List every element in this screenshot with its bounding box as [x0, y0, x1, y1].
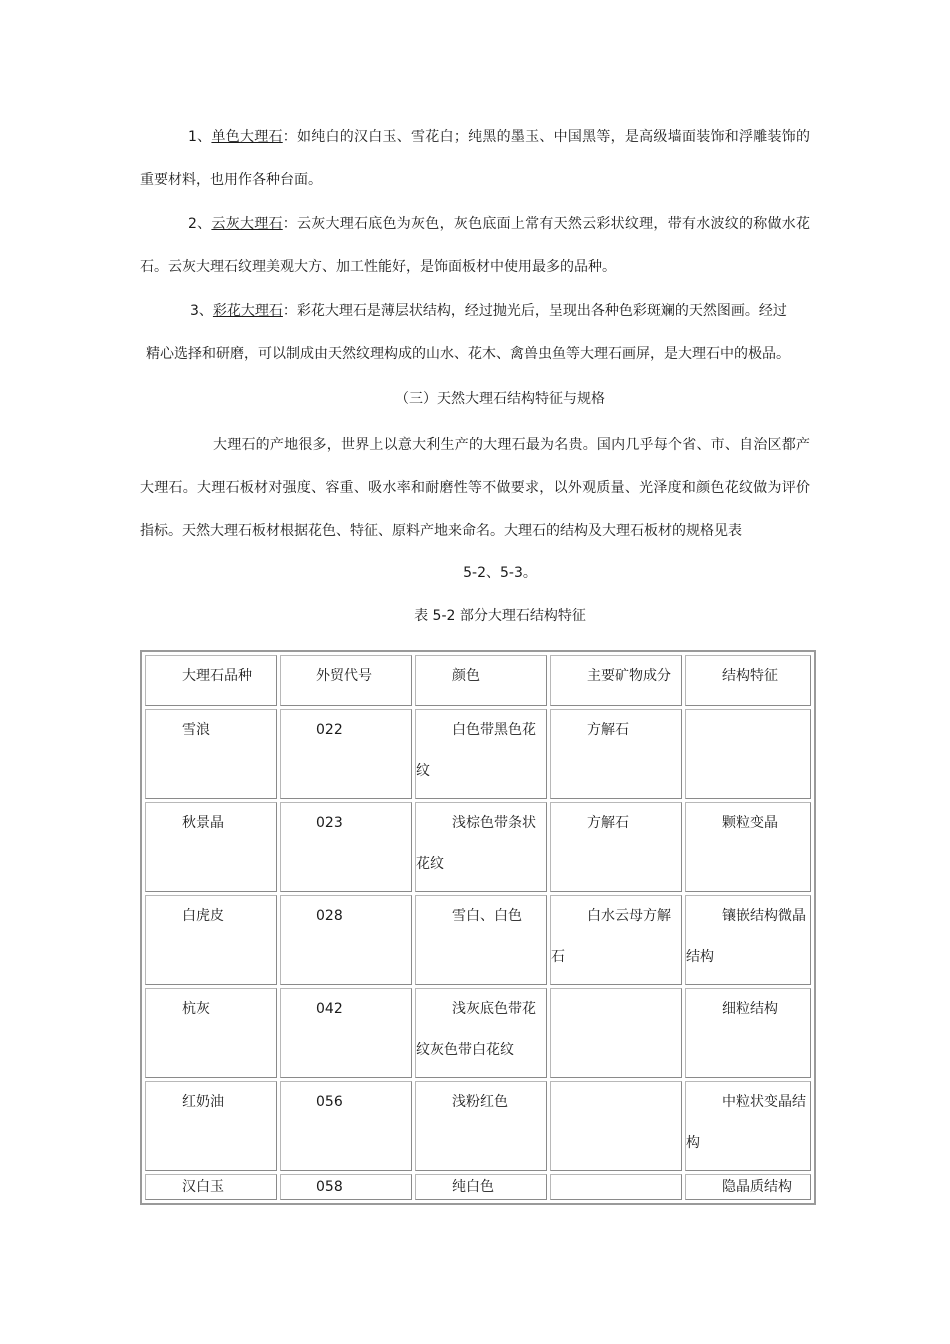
table-header-row [145, 655, 811, 706]
table-cell [550, 1174, 682, 1200]
table-cell: 浅粉红色 [415, 1081, 547, 1171]
table-header-cell: 结构特征 [685, 655, 811, 706]
item-number: 1、 [188, 129, 212, 145]
table-cell: 028 [280, 895, 412, 985]
table-cell: 红奶油 [145, 1081, 277, 1171]
table-cell: 056 [280, 1081, 412, 1171]
table-cell: 白色带黑色花纹 [415, 709, 547, 799]
table-caption: 表 5-2 部分大理石结构特征 [414, 608, 586, 624]
table-cell: 杭灰 [145, 988, 277, 1078]
table-cell: 细粒结构 [685, 988, 811, 1078]
table-cell [550, 1081, 682, 1171]
paragraph-text: ：如纯白的汉白玉、雪花白；纯黑的墨玉、中国黑等，是高级墙面装饰和浮雕装饰的重要材料，也用作各种台面。 [140, 129, 811, 188]
table-cell: 白虎皮 [145, 895, 277, 985]
table-cell [685, 709, 811, 799]
paragraph-text: ：云灰大理石底色为灰色，灰色底面上常有天然云彩状纹理，带有水波纹的称做水花石。云灰大理石纹理美观大方、加工性能好，是饰面板材中使用最多的品种。 [140, 216, 811, 275]
table-cell: 方解石 [550, 709, 682, 799]
table-row [145, 709, 811, 799]
table-header-cell: 大理石品种 [145, 655, 277, 706]
paragraph-marble-origin: 大理石的产地很多，世界上以意大利生产的大理石最为名贵。国内几乎每个省、市、自治区都产大理石。大理石板材对强度、容重、吸水率和耐磨性等不做要求，以外观质量、光泽度和颜色花纹做为评价指标。天然大理石板材根据花色、特征、原料产地来命名。大理石的结构及大理石板材的规格见表 [140, 437, 810, 539]
table-row [145, 988, 811, 1078]
table-header-cell: 颜色 [415, 655, 547, 706]
table-cell: 颗粒变晶 [685, 802, 811, 892]
table-row [145, 1081, 811, 1171]
paragraph-text: ：彩花大理石是薄层状结构，经过抛光后，呈现出各种色彩斑斓的天然图画。经过 [282, 303, 787, 319]
table-cell: 浅灰底色带花纹灰色带白花纹 [415, 988, 547, 1078]
table-cell: 汉白玉 [145, 1174, 277, 1200]
marble-structure-table [140, 650, 816, 1205]
table-cell: 隐晶质结构 [685, 1174, 811, 1200]
item-number: 2、 [188, 216, 212, 232]
term-cloud-grey-marble: 云灰大理石 [211, 216, 283, 232]
table-header-cell: 外贸代号 [280, 655, 412, 706]
table-cell: 雪浪 [145, 709, 277, 799]
table-cell: 白水云母方解石 [550, 895, 682, 985]
table-row [145, 802, 811, 892]
item-number: 3、 [190, 303, 213, 319]
paragraph-text-continued: 精心选择和研磨，可以制成由天然纹理构成的山水、花木、禽兽虫鱼等大理石画屏，是大理石中的极品。 [146, 346, 790, 362]
term-monochrome-marble: 单色大理石 [211, 129, 283, 145]
table-cell: 浅棕色带条状花纹 [415, 802, 547, 892]
table-header-cell: 主要矿物成分 [550, 655, 682, 706]
table-cell: 镶嵌结构微晶结构 [685, 895, 811, 985]
table-cell: 023 [280, 802, 412, 892]
table-row [145, 1174, 811, 1200]
table-cell: 058 [280, 1174, 412, 1200]
table-cell: 纯白色 [415, 1174, 547, 1200]
paragraph-colorful-marble [140, 290, 810, 376]
table-cell: 雪白、白色 [415, 895, 547, 985]
table-cell: 022 [280, 709, 412, 799]
table-cell: 中粒状变晶结构 [685, 1081, 811, 1171]
term-colorful-marble: 彩花大理石 [212, 303, 283, 319]
table-cell [550, 988, 682, 1078]
paragraph-cloud-grey-marble [140, 203, 810, 289]
table-row [145, 895, 811, 985]
table-cell: 042 [280, 988, 412, 1078]
paragraph-monochrome-marble [140, 116, 810, 202]
table-cell: 方解石 [550, 802, 682, 892]
table-cell: 秋景晶 [145, 802, 277, 892]
section-heading: （三）天然大理石结构特征与规格 [395, 391, 605, 407]
paragraph-marble-origin-end: 5-2、5-3。 [463, 565, 537, 581]
